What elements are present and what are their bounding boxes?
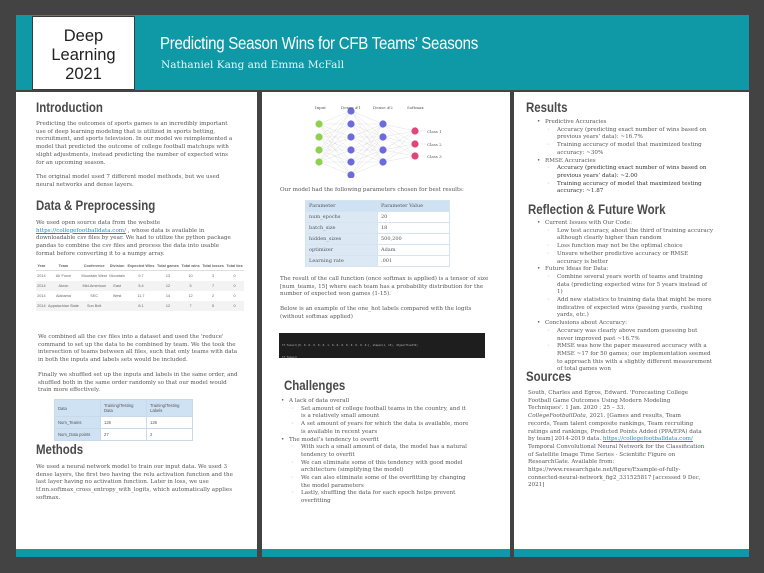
list-item bbox=[536, 119, 711, 158]
list-subitem: ◦ Combine several years worth of teams and training data (predicting expected wins for 5 years instead of 1) bbox=[536, 274, 714, 297]
bullet-text: RMSE Accuracies bbox=[545, 157, 596, 164]
cell: SEC bbox=[90, 293, 99, 298]
cell: 7 bbox=[180, 301, 201, 311]
table-header: Training/Testing Data bbox=[101, 400, 147, 417]
poster-authors: Nathaniel Kang and Emma McFall bbox=[161, 59, 345, 71]
cell: 8.1 bbox=[126, 301, 156, 311]
table-row bbox=[55, 417, 193, 429]
class-label: Class 3 bbox=[427, 154, 442, 159]
cell: 12 bbox=[188, 293, 193, 298]
logo-line: Deep bbox=[63, 27, 104, 45]
table-header: Total games bbox=[156, 262, 180, 271]
parameters-table bbox=[305, 200, 450, 267]
cell: 0 bbox=[233, 293, 236, 298]
table-row bbox=[36, 271, 244, 281]
shuffle-paragraph: Finally we shuffled set up the inputs and labels in the same order, and shuffled both in the same order randomly so that our model would train more effectively. bbox=[38, 371, 238, 394]
cell: Mountain bbox=[109, 273, 125, 278]
data-dimensions-table bbox=[54, 399, 193, 441]
bullet-text: A lack of data overall bbox=[289, 398, 350, 404]
methods-paragraph: We used a neural network model to train our input data. We used 3 dense layers, the first two having the relu activation function and the last layer having no activation function. Later in loss, we use tf.nn.softmax_cross_entropy_with_logits, which automatically applies softmax. bbox=[36, 464, 233, 501]
layer-label: Softmax bbox=[407, 105, 424, 110]
code-line: tf.Tensor( bbox=[282, 356, 298, 358]
softmax-layer-nodes bbox=[411, 127, 418, 159]
table-header: Year bbox=[36, 262, 47, 271]
cell: 2014 bbox=[37, 293, 46, 298]
cell: batch_size bbox=[306, 223, 378, 234]
data-preprocessing-heading: Data & Preprocessing bbox=[36, 198, 156, 213]
code-line: tf.Tensor([0. 0. 0. 0. 0. 0. 1. 0. 0. 0. 0. 0. 0. 0. 0.], shape=(1, 15), dtype=float32) bbox=[282, 343, 418, 347]
cell: Alabama bbox=[55, 293, 71, 298]
bullet-text: Current Issues with Our Code: bbox=[545, 220, 632, 226]
cell: Learning rate bbox=[306, 256, 378, 267]
list-item bbox=[536, 158, 711, 197]
teams-data-table-image bbox=[36, 262, 244, 311]
results-list bbox=[536, 119, 711, 196]
table-header: Data bbox=[55, 400, 101, 417]
table-row bbox=[306, 245, 450, 256]
table-row bbox=[55, 429, 193, 441]
bullet-text: The model’s tendency to overfit bbox=[289, 436, 379, 443]
course-logo bbox=[32, 16, 135, 90]
list-item bbox=[280, 398, 470, 437]
column-middle bbox=[262, 92, 510, 557]
intro-paragraph: Predicting the outcomes of sports games is an incredibly important use of deep learning modeling that is utilized in sports betting, recruitment, and sports television. In our model we reimplemented a model that predicted the outcome of college football matchups with slight adjustments, instead predicting the number of expected wins for an upcoming season. bbox=[36, 121, 233, 166]
list-subitem: ◦ Add new statistics to training data that might be more indicative of expected wins (passing yards, rushing yards, etc.) bbox=[536, 297, 714, 320]
cell: 126 bbox=[147, 417, 193, 429]
list-item bbox=[280, 437, 470, 506]
cell: 5 bbox=[180, 281, 201, 291]
cell: Air Force bbox=[55, 273, 72, 278]
cell: Sun Belt bbox=[80, 301, 108, 311]
cell: 0 bbox=[225, 281, 244, 291]
introduction-heading: Introduction bbox=[36, 100, 103, 115]
cell: Mountain West bbox=[81, 273, 107, 278]
layer-label: Input bbox=[315, 105, 326, 110]
bullet-text: Future Ideas for Data: bbox=[545, 266, 609, 273]
panel-footer-bar bbox=[514, 549, 749, 557]
teams-data-table bbox=[36, 262, 244, 311]
list-subitem: ◦ Lastly, shuffling the data for each epoch helps prevent overfitting bbox=[280, 490, 470, 505]
collegefootballdata-link[interactable]: https://collegefootballdata.com/ bbox=[36, 227, 126, 234]
table-row bbox=[36, 301, 244, 311]
list-subitem: ◦ Set amount of college football teams in the country, and it is a relatively small amount bbox=[280, 406, 470, 421]
list-subitem: ◦ Low test accuracy, about the third of training accuracy although clearly higher than random bbox=[536, 228, 714, 243]
panel-footer-bar bbox=[262, 549, 510, 557]
cell: Akron bbox=[47, 281, 81, 291]
table-header: Total wins bbox=[180, 262, 201, 271]
preprocessing-details bbox=[38, 334, 238, 395]
table-row bbox=[306, 234, 450, 245]
list-subitem: ◦ Accuracy was clearly above random guessing but never improved past ~16.7% bbox=[536, 328, 714, 343]
table-row bbox=[36, 291, 244, 301]
cell: 2 bbox=[211, 293, 215, 298]
cell: Num_Data points bbox=[55, 429, 101, 441]
cell: Mid-American bbox=[80, 281, 108, 291]
methods-heading: Methods bbox=[36, 442, 84, 457]
data-source-paragraph bbox=[36, 220, 236, 259]
cell: 11.7 bbox=[137, 293, 145, 298]
table-row bbox=[306, 212, 450, 223]
table-header: Conference bbox=[80, 262, 108, 271]
parameters-table-wrap bbox=[305, 200, 450, 267]
cell: 18 bbox=[378, 223, 450, 234]
challenges-list bbox=[280, 398, 470, 506]
cell: 2 bbox=[147, 429, 193, 441]
cell: 5 bbox=[201, 301, 225, 311]
table-header: Training/Testing Labels bbox=[147, 400, 193, 417]
class-label: Class 2 bbox=[427, 142, 442, 147]
cell: 12 bbox=[156, 281, 180, 291]
list-subitem: ◦ Training accuracy of model that maximized testing accuracy: ~30% bbox=[536, 142, 711, 157]
cell: 13 bbox=[165, 273, 171, 278]
layer-label: Dense #2 bbox=[373, 105, 393, 110]
list-subitem: ◦ Training accuracy of model that maximized testing accuracy: ~1.87 bbox=[536, 181, 711, 196]
cell: 7 bbox=[201, 281, 225, 291]
column-right bbox=[514, 92, 749, 557]
cell: num_epochs bbox=[306, 212, 378, 223]
cell: 9.7 bbox=[138, 273, 144, 278]
table-row bbox=[306, 256, 450, 267]
sources-heading: Sources bbox=[526, 369, 572, 384]
cell: 27 bbox=[101, 429, 147, 441]
cell: West bbox=[112, 293, 122, 298]
cell: 20 bbox=[378, 212, 450, 223]
combine-paragraph: We combined all the csv files into a dataset and used the 'reduce' command to set up the data to be combined by team. We the took the intersection of teams between all files, such that only teams with data in both the inputs and labels sets would be included. bbox=[38, 334, 238, 364]
list-item bbox=[536, 266, 714, 320]
cell: 3 bbox=[211, 273, 215, 278]
cell: Num_Teams bbox=[55, 417, 101, 429]
intro-paragraph: The original model used 7 different model methods, but we used neural networks and dense layers. bbox=[36, 174, 220, 188]
table-row bbox=[306, 223, 450, 234]
list-subitem: ◦ Loss function may not be the optimal choice bbox=[536, 243, 714, 251]
table-header: Parameter bbox=[306, 201, 378, 212]
example-paragraph: Below is an example of the one_hot labels compared with the logits (without softmax applied) bbox=[280, 306, 472, 320]
list-subitem: ◦ We can eliminate some of this tendency with good model architecture (simplifying the model) bbox=[280, 460, 470, 475]
source-entry: Temporal Convolutional Neural Network for the Classification of Satellite Image Time Series - Scientific Figure on ResearchGate. Available from: https://www.researchgate.net/figure/Example-of-fully-connected-neural-network_fig2_331525817 [accessed 9 Dec, 2021] bbox=[528, 443, 705, 489]
table-header: Total ties bbox=[225, 262, 244, 271]
list-item bbox=[536, 320, 714, 374]
source-entry bbox=[528, 413, 706, 444]
table-header: Team bbox=[47, 262, 81, 271]
cell: 126 bbox=[101, 417, 147, 429]
column-left bbox=[16, 92, 257, 557]
class-label: Class 1 bbox=[427, 129, 442, 134]
table-header: Parameter Value bbox=[378, 201, 450, 212]
sources-list bbox=[528, 390, 706, 490]
cell: optimizer bbox=[306, 245, 378, 256]
introduction-section bbox=[36, 121, 236, 190]
list-subitem: ◦ Accuracy (predicting exact number of wins based on previous years’ data): ~16.7% bbox=[536, 127, 711, 142]
table-header: Expected Wins bbox=[126, 262, 156, 271]
parameters-intro: Our model had the following parameters chosen for best results: bbox=[280, 187, 464, 193]
dims-table-wrap bbox=[54, 399, 193, 441]
cell: 500,200 bbox=[378, 234, 450, 245]
source-title: CollegeFootballData bbox=[528, 413, 586, 420]
cell: 0 bbox=[225, 301, 244, 311]
output-description bbox=[280, 276, 495, 322]
layer-label: Dense #1 bbox=[341, 105, 361, 110]
table-header: Division bbox=[108, 262, 126, 271]
cell: East bbox=[108, 281, 126, 291]
poster-title: Predicting Season Wins for CFB Teams’ Seasons bbox=[160, 33, 478, 53]
list-subitem: ◦ Accuracy (predicting exact number of wins based on previous years’ data): ~2.00 bbox=[536, 165, 711, 180]
list-item bbox=[536, 220, 714, 266]
source-entry: South, Charles and Egros, Edward. 'Forecasting College Football Game Outcomes Using Modern Modeling Techniques'. 1 Jan. 2020 : 25 – 33. bbox=[528, 390, 689, 412]
cell: 12 bbox=[156, 301, 180, 311]
list-subitem: ◦ A set amount of years for which the data is available, more is available in recent years bbox=[280, 421, 470, 436]
cell: Appalachian State bbox=[47, 301, 81, 311]
reflection-heading: Reflection & Future Work bbox=[528, 202, 666, 217]
cell: hidden_sizes bbox=[306, 234, 378, 245]
list-subitem: ◦ With such a small amount of data, the model has a natural tendency to overfit bbox=[280, 444, 470, 459]
table-header: Total losses bbox=[201, 262, 225, 271]
text: We used open source data from the website bbox=[36, 220, 161, 226]
logo-line: 2021 bbox=[65, 65, 102, 83]
result-paragraph: The result of the call function (once softmax is applied) is a tensor of size [num_teams, 15] where each team has a probability distribution for the number of expected won games (1-15). bbox=[280, 276, 489, 298]
cell: 0 bbox=[233, 273, 236, 278]
cell: 2014 bbox=[36, 301, 47, 311]
cell: 14 bbox=[165, 293, 171, 298]
list-subitem: ◦ We can also eliminate some of the overfitting by changing the model parameters bbox=[280, 475, 470, 490]
collegefootballdata-link[interactable]: https://collegefootballdata.com/ bbox=[602, 436, 693, 443]
list-subitem: ◦ Unsure whether predictive accuracy or RMSE accuracy is better bbox=[536, 251, 714, 266]
network-connections bbox=[319, 111, 426, 175]
cell: .001 bbox=[378, 256, 450, 267]
challenges-heading: Challenges bbox=[284, 378, 346, 393]
text: , 2021. [Games and results, Team records, Team talent composite rankings, Team recruiting ratings and rankings, Predicted Points Added (PPA/EPA) data by team] 2014-2019 data. bbox=[528, 413, 702, 443]
cell bbox=[108, 301, 126, 311]
bullet-text: Predictive Accuracies bbox=[545, 119, 607, 125]
logits-code-output bbox=[279, 333, 485, 358]
panel-footer-bar bbox=[16, 549, 257, 557]
dense1-layer-nodes bbox=[347, 107, 354, 178]
bullet-text: Conclusions about Accuracy: bbox=[545, 320, 628, 327]
table-row bbox=[36, 281, 244, 291]
cell: 2014 bbox=[36, 281, 47, 291]
cell: 10 bbox=[188, 273, 193, 278]
logo-line: Learning bbox=[51, 46, 116, 64]
results-heading: Results bbox=[526, 100, 568, 115]
list-subitem: ◦ RMSE was how the paper measured accuracy with a RMSE ~17 for 50 games; our implementation seemed to approach this with a slightly different measurement of total games won bbox=[536, 343, 714, 374]
cell: Adam bbox=[378, 245, 450, 256]
reflection-list bbox=[536, 220, 714, 374]
text: , whose data is available in downloadable csv files by year. We had to utilize the python package pandas to combine the csv files and process the data into usable format before converting it to a numpy array. bbox=[36, 227, 231, 257]
cell: 2014 bbox=[37, 273, 46, 278]
cell: 5.4 bbox=[126, 281, 156, 291]
